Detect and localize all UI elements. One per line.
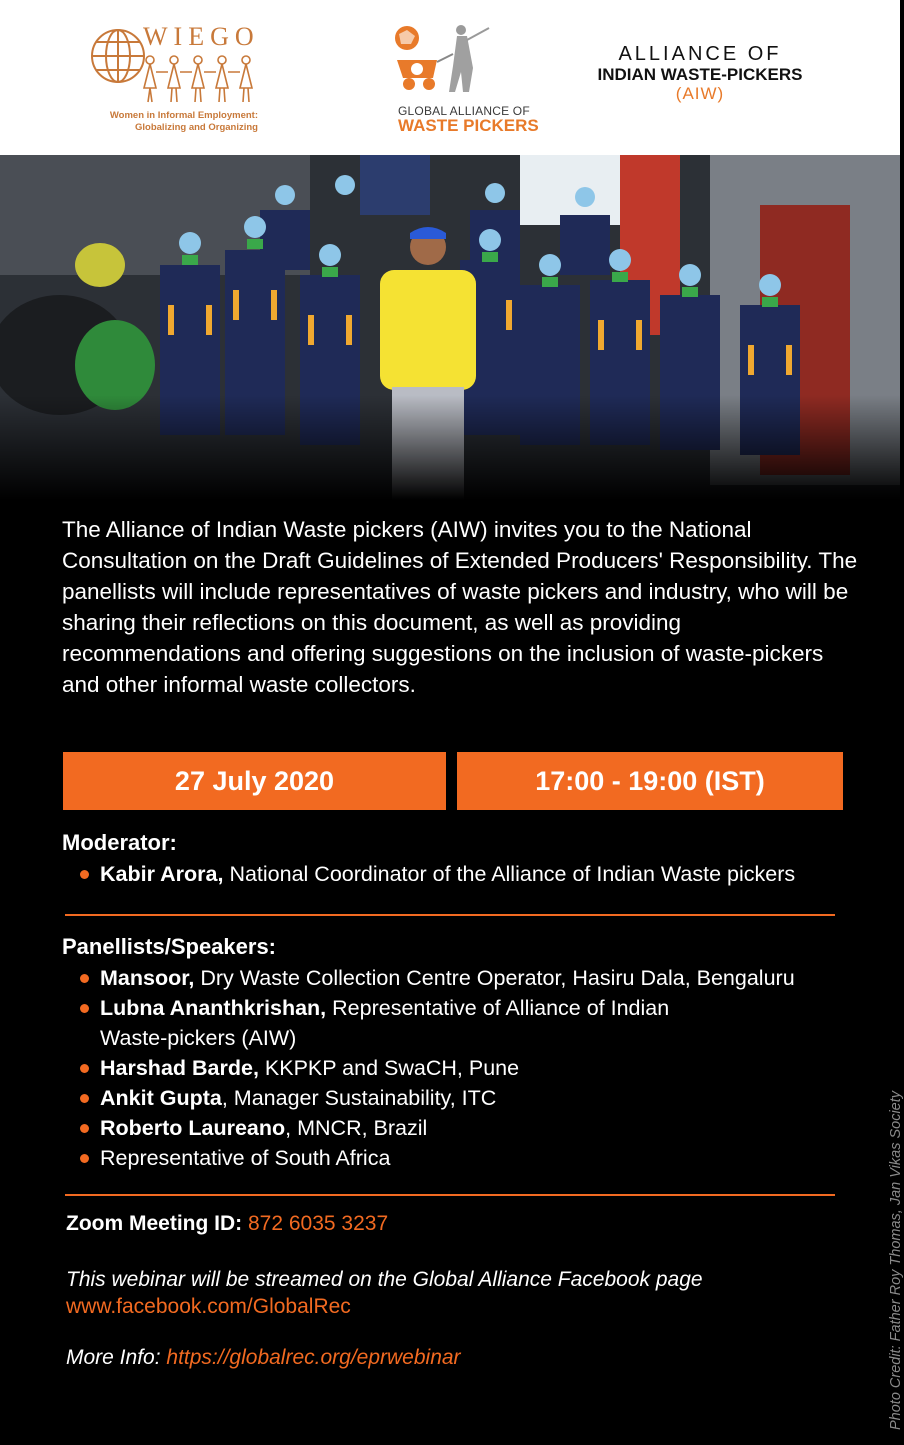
bullet-icon bbox=[80, 1064, 89, 1073]
event-time-badge: 17:00 - 19:00 (IST) bbox=[457, 752, 843, 810]
list-item: Representative of South Africa bbox=[80, 1143, 795, 1173]
list-item: Ankit Gupta, Manager Sustainability, ITC bbox=[80, 1083, 795, 1113]
list-item: Lubna Ananthkrishan, Representative of Alliance of Indian Waste-pickers (AIW) bbox=[80, 993, 795, 1053]
stream-text: This webinar will be streamed on the Global Alliance Facebook page bbox=[66, 1268, 703, 1291]
zoom-label: Zoom Meeting ID: bbox=[66, 1212, 243, 1235]
panellists-heading: Panellists/Speakers: bbox=[62, 934, 277, 959]
facebook-link[interactable]: www.facebook.com/GlobalRec bbox=[66, 1295, 351, 1318]
bullet-icon bbox=[80, 870, 89, 879]
wiego-tagline: Women in Informal Employment: Globalizing and Organizing bbox=[109, 110, 258, 133]
waste-picker-cart-icon bbox=[393, 22, 493, 98]
list-item: Roberto Laureano, MNCR, Brazil bbox=[80, 1113, 795, 1143]
list-item: Harshad Barde, KKPKP and SwaCH, Pune bbox=[80, 1053, 795, 1083]
bullet-icon bbox=[80, 1094, 89, 1103]
more-info bbox=[66, 1346, 461, 1370]
list-item: Kabir Arora, National Coordinator of the Alliance of Indian Waste pickers bbox=[80, 859, 795, 889]
photo-credit: Photo Credit: Father Roy Thomas, Jan Vikas Society bbox=[888, 1090, 904, 1430]
zoom-meeting-info bbox=[66, 1212, 388, 1236]
aiw-line-1: ALLIANCE OF bbox=[618, 43, 782, 65]
stream-info bbox=[66, 1266, 703, 1320]
more-info-link[interactable]: https://globalrec.org/eprwebinar bbox=[166, 1346, 461, 1369]
moderator-heading: Moderator: bbox=[62, 830, 177, 855]
moderator-list bbox=[80, 859, 795, 889]
bullet-icon bbox=[80, 974, 89, 983]
more-info-label: More Info: bbox=[66, 1346, 161, 1369]
event-date-badge: 27 July 2020 bbox=[63, 752, 446, 810]
global-alliance-line-1: GLOBAL ALLIANCE OF bbox=[398, 104, 530, 118]
zoom-meeting-id[interactable]: 872 6035 3237 bbox=[248, 1212, 389, 1235]
aiw-line-2: INDIAN WASTE-PICKERS bbox=[597, 65, 803, 84]
wiego-wordmark: WIEGO bbox=[143, 22, 260, 51]
bullet-icon bbox=[80, 1004, 89, 1013]
divider bbox=[65, 1194, 835, 1196]
women-figures-icon bbox=[138, 52, 258, 104]
bullet-icon bbox=[80, 1154, 89, 1163]
panellists-list bbox=[80, 963, 795, 1173]
logo-header bbox=[0, 0, 900, 155]
divider bbox=[65, 914, 835, 916]
bullet-icon bbox=[80, 1124, 89, 1133]
group-photo bbox=[0, 155, 900, 500]
aiw-logo bbox=[585, 44, 815, 103]
global-alliance-line-2: WASTE PICKERS bbox=[398, 116, 539, 135]
global-alliance-logo bbox=[388, 22, 538, 137]
aiw-line-3: (AIW) bbox=[675, 84, 725, 103]
intro-paragraph: The Alliance of Indian Waste pickers (AIW) invites you to the National Consultation on the Draft Guidelines of Extended Producers' Responsibility. The panellists will include representatives of waste pickers and industry, who will be sharing their reflections on this document, as well as providing recommendations and offering suggestions on the inclusion of waste-pickers and other informal waste collectors. bbox=[62, 517, 858, 697]
list-item: Mansoor, Dry Waste Collection Centre Operator, Hasiru Dala, Bengaluru bbox=[80, 963, 795, 993]
wiego-logo bbox=[88, 22, 263, 137]
